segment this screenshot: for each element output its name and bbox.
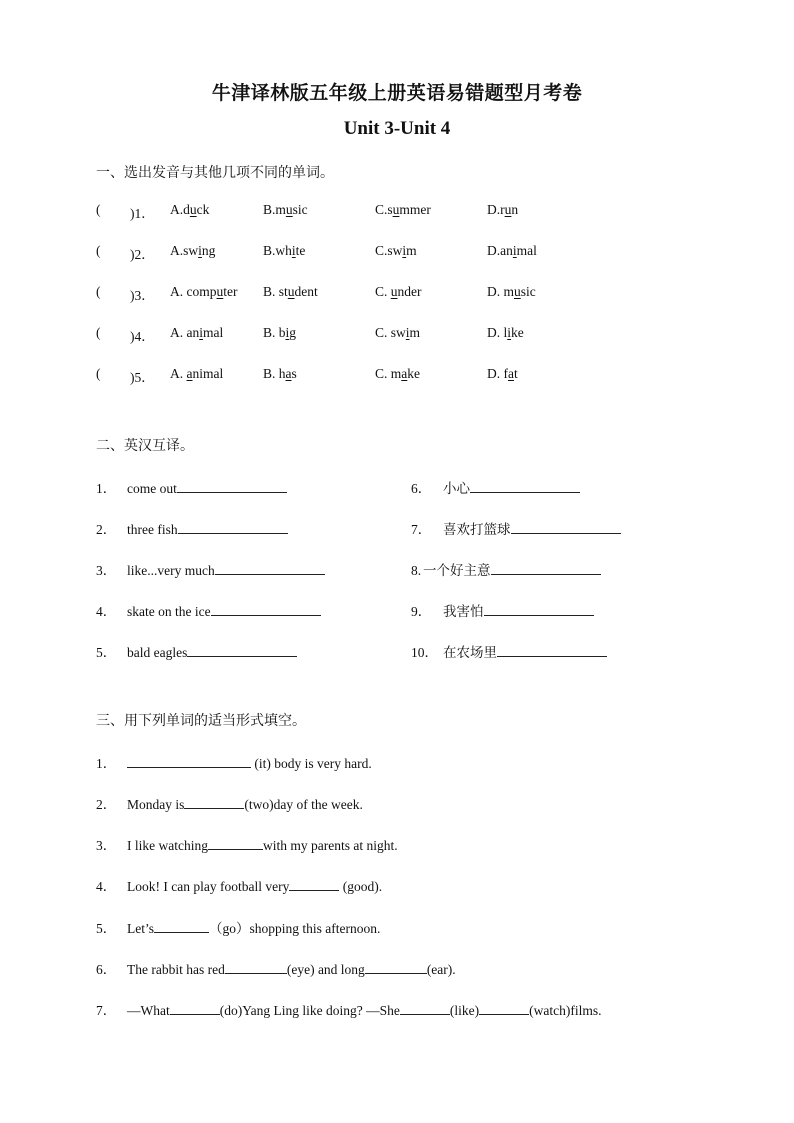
question-number: )2．: [130, 247, 155, 262]
item-number: 5．: [96, 645, 117, 660]
item-number: 10．: [411, 645, 438, 660]
option-b: B. student: [263, 284, 318, 299]
answer-blank[interactable]: [170, 1000, 220, 1015]
answer-blank[interactable]: [484, 601, 594, 616]
fill-item: [96, 793, 363, 813]
translation-item-right: [411, 600, 594, 620]
answer-paren-open: (: [96, 325, 101, 340]
question-row: [96, 284, 696, 304]
translation-item-left: [96, 600, 321, 620]
answer-blank[interactable]: [187, 642, 297, 657]
item-text: skate on the ice: [127, 604, 211, 619]
fill-item: [96, 958, 456, 978]
option-d: D. music: [487, 284, 536, 299]
question-number: )4．: [130, 329, 155, 344]
item-text: 喜欢打篮球: [443, 522, 511, 538]
answer-paren-open: (: [96, 366, 101, 381]
item-number: 6．: [411, 481, 432, 496]
item-text: The rabbit has red: [127, 962, 225, 977]
item-text: （go）shopping this afternoon.: [209, 921, 381, 936]
option-c: C. under: [375, 284, 422, 299]
answer-blank[interactable]: [127, 753, 189, 768]
answer-paren-open: (: [96, 243, 101, 258]
answer-blank[interactable]: [211, 601, 321, 616]
option-c: C. swim: [375, 325, 421, 340]
translation-item-right: [411, 559, 601, 579]
answer-paren-open: (: [96, 202, 101, 217]
answer-blank[interactable]: [400, 1000, 450, 1015]
item-text: —What: [127, 1003, 170, 1018]
answer-blank[interactable]: [215, 560, 325, 575]
item-text: (ear).: [426, 962, 456, 977]
answer-blank[interactable]: [491, 560, 601, 575]
fill-item: [96, 834, 398, 854]
translation-item-right: [411, 641, 607, 661]
item-text: bald eagles: [127, 645, 188, 660]
page-subtitle: Unit 3-Unit 4: [343, 118, 451, 139]
question-row: [96, 202, 696, 222]
translation-item-left: [96, 477, 287, 497]
answer-blank[interactable]: [365, 959, 427, 974]
question-number: )1．: [130, 206, 155, 221]
fill-item: [96, 999, 601, 1019]
item-number: 9．: [411, 604, 432, 619]
item-number: 7．: [96, 1003, 117, 1018]
answer-blank[interactable]: [184, 794, 244, 809]
item-text: Monday is: [127, 797, 185, 812]
option-c: C. make: [375, 366, 421, 381]
question-number: )3．: [130, 288, 155, 303]
translation-item-left: [96, 641, 297, 661]
item-text: three fish: [127, 522, 178, 537]
section3-heading: 三、用下列单词的适当形式填空。: [96, 713, 306, 729]
item-number: 2．: [96, 797, 117, 812]
translation-item-right: [411, 518, 621, 538]
item-number: 5．: [96, 921, 117, 936]
option-a: A. computer: [170, 284, 238, 299]
item-number: 2．: [96, 522, 117, 537]
answer-blank[interactable]: [511, 519, 621, 534]
option-a: A. animal: [170, 366, 224, 381]
item-text: Look! I can play football very: [127, 879, 290, 894]
item-text: 我害怕: [443, 604, 484, 620]
option-d: D.animal: [487, 243, 537, 258]
item-number: 8.: [411, 563, 422, 578]
answer-blank[interactable]: [497, 642, 607, 657]
item-number: 6．: [96, 962, 117, 977]
option-d: D. like: [487, 325, 524, 340]
item-number: 1．: [96, 481, 117, 496]
answer-blank[interactable]: [289, 876, 339, 891]
item-text: Let’s: [127, 921, 154, 936]
translation-item-left: [96, 518, 288, 538]
answer-blank[interactable]: [189, 753, 251, 768]
item-number: 7．: [411, 522, 432, 537]
item-text: (it) body is very hard.: [251, 756, 372, 771]
item-text: (two)day of the week.: [244, 797, 363, 812]
question-row: [96, 325, 696, 345]
item-number: 3．: [96, 563, 117, 578]
question-row: [96, 366, 696, 386]
answer-blank[interactable]: [154, 918, 209, 933]
item-text: 小心: [443, 481, 470, 497]
option-d: D.run: [487, 202, 519, 217]
option-b: B.music: [263, 202, 308, 217]
page-title: 牛津译林版五年级上册英语易错题型月考卷: [211, 82, 583, 104]
item-text: come out: [127, 481, 177, 496]
item-number: 4．: [96, 879, 117, 894]
option-a: A. animal: [170, 325, 224, 340]
option-b: B. has: [263, 366, 297, 381]
item-text: (watch)films.: [529, 1003, 602, 1018]
item-text: with my parents at night.: [262, 838, 398, 853]
option-d: D. fat: [487, 366, 518, 381]
answer-blank[interactable]: [178, 519, 288, 534]
answer-blank[interactable]: [177, 478, 287, 493]
answer-blank[interactable]: [208, 835, 263, 850]
item-text: 一个好主意: [423, 563, 491, 579]
item-text: (good).: [339, 879, 383, 894]
item-text: (do)Yang Ling like doing? —She: [219, 1003, 400, 1018]
option-a: A.duck: [170, 202, 210, 217]
translation-item-left: [96, 559, 325, 579]
answer-blank[interactable]: [225, 959, 287, 974]
fill-item: [96, 752, 372, 772]
item-text: (eye) and long: [286, 962, 365, 977]
item-text: I like watching: [127, 838, 208, 853]
item-number: 3．: [96, 838, 117, 853]
answer-blank[interactable]: [470, 478, 580, 493]
answer-blank[interactable]: [479, 1000, 529, 1015]
question-row: [96, 243, 696, 263]
answer-paren-open: (: [96, 284, 101, 299]
item-text: 在农场里: [443, 645, 497, 661]
item-text: like...very much: [127, 563, 215, 578]
item-number: 1．: [96, 756, 117, 771]
section1-heading: 一、选出发音与其他几项不同的单词。: [96, 165, 334, 181]
item-text: (like): [449, 1003, 480, 1018]
option-c: C.swim: [375, 243, 417, 258]
option-b: B.white: [263, 243, 306, 258]
section2-heading: 二、英汉互译。: [96, 438, 194, 454]
option-c: C.summer: [375, 202, 431, 217]
item-number: 4．: [96, 604, 117, 619]
question-number: )5．: [130, 370, 155, 385]
fill-item: [96, 875, 382, 895]
option-b: B. big: [263, 325, 297, 340]
translation-item-right: [411, 477, 580, 497]
option-a: A.swing: [170, 243, 216, 258]
fill-item: [96, 917, 380, 937]
